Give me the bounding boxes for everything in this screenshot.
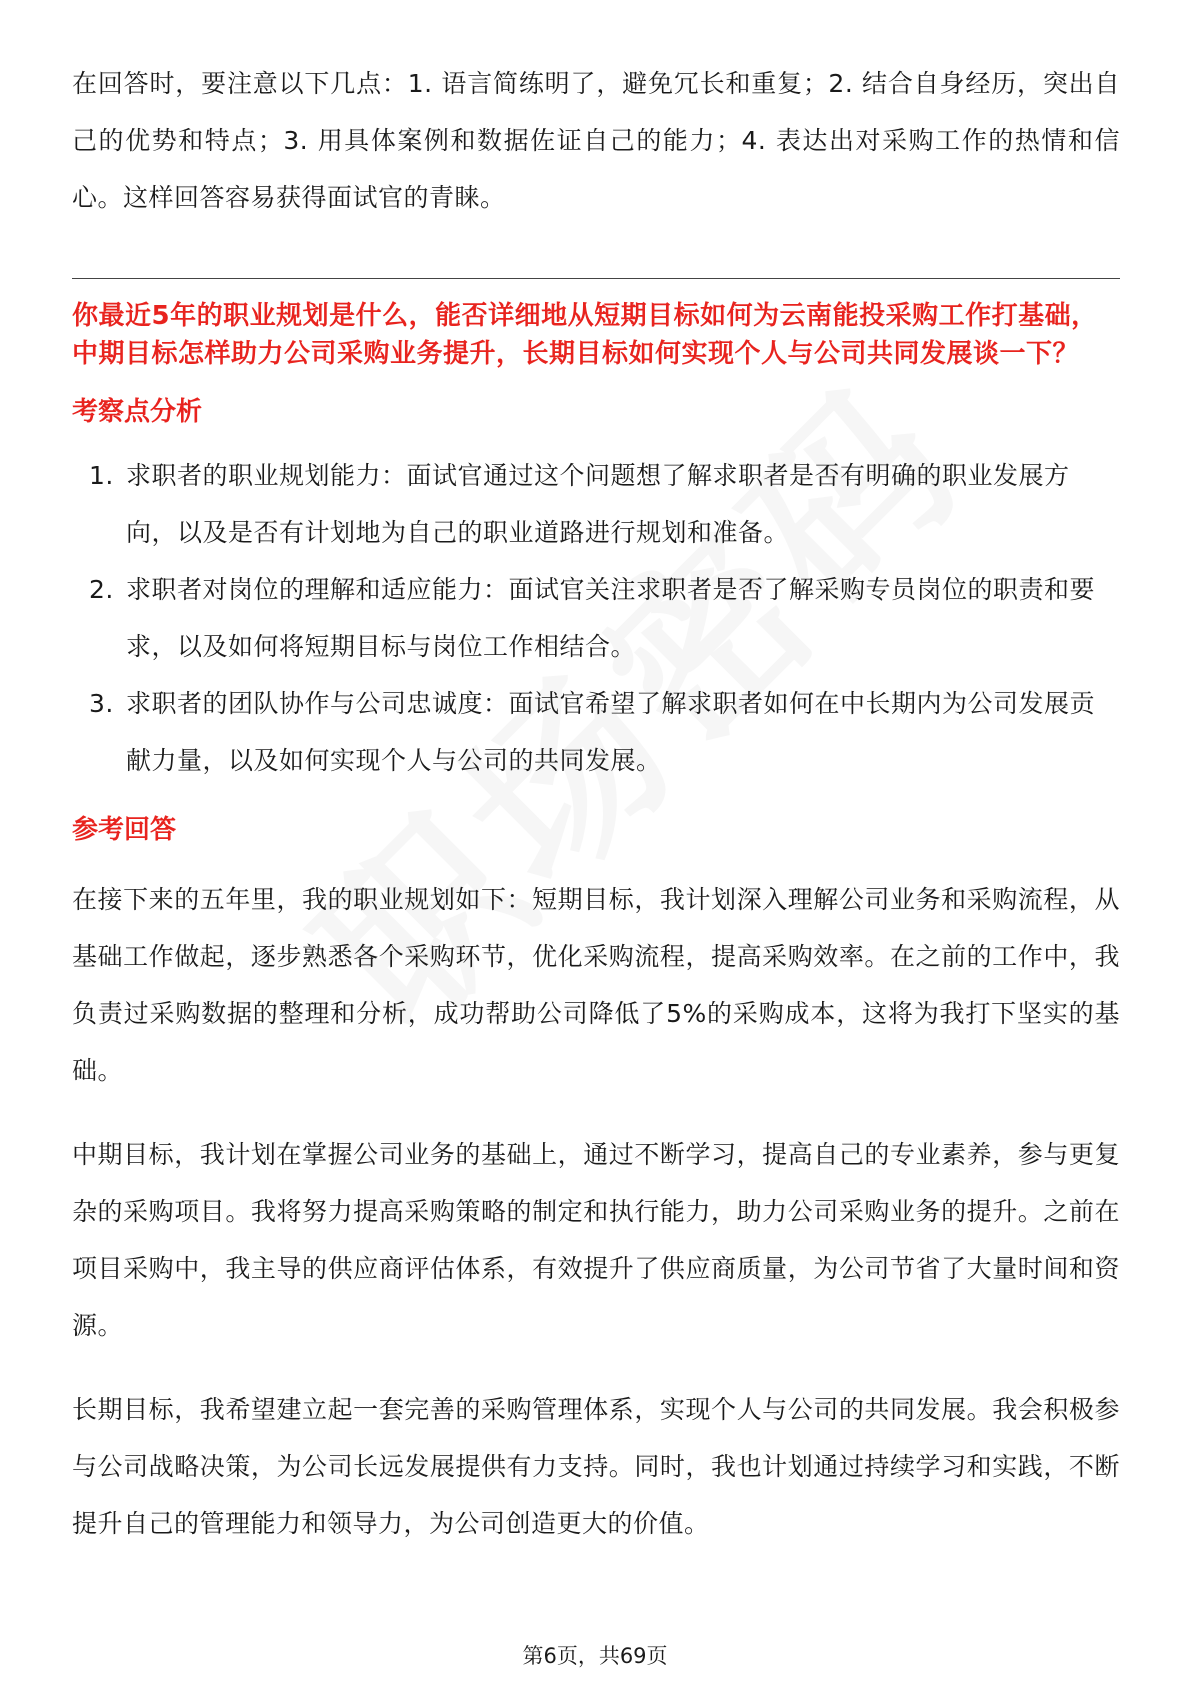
- analysis-item-number: 3.: [89, 689, 114, 718]
- analysis-item: [72, 675, 1120, 789]
- section-divider: [72, 278, 1120, 279]
- answer-paragraph-mid-term: 中期目标，我计划在掌握公司业务的基础上，通过不断学习，提高自己的专业素养，参与更复杂的采购项目。我将努力提高采购策略的制定和执行能力，助力公司采购业务的提升。之前在项目采购中，我主导的供应商评估体系，有效提升了供应商质量，为公司节省了大量时间和资源。: [72, 1140, 1120, 1340]
- analysis-item: [72, 561, 1120, 675]
- analysis-item-text: 求职者的职业规划能力：面试官通过这个问题想了解求职者是否有明确的职业发展方向，以及是否有计划地为自己的职业道路进行规划和准备。: [126, 461, 1070, 547]
- analysis-item-number: 1.: [89, 461, 114, 490]
- intro-paragraph: 在回答时，要注意以下几点：1. 语言简练明了，避免冗长和重复；2. 结合自身经历，突出自己的优势和特点；3. 用具体案例和数据佐证自己的能力；4. 表达出对采购工作的热情和信心。这样回答容易获得面试官的青睐。: [72, 69, 1120, 212]
- answer-heading: 参考回答: [72, 815, 177, 845]
- analysis-item: [72, 447, 1120, 561]
- analysis-item-number: 2.: [89, 575, 114, 604]
- analysis-heading: 考察点分析: [72, 397, 203, 427]
- analysis-item-text: 求职者的团队协作与公司忠诚度：面试官希望了解求职者如何在中长期内为公司发展贡献力量，以及如何实现个人与公司的共同发展。: [126, 689, 1096, 775]
- page-number-footer: 第6页，共69页: [522, 1644, 668, 1668]
- analysis-item-text: 求职者对岗位的理解和适应能力：面试官关注求职者是否了解采购专员岗位的职责和要求，以及如何将短期目标与岗位工作相结合。: [126, 575, 1096, 661]
- interview-question: 你最近5年的职业规划是什么，能否详细地从短期目标如何为云南能投采购工作打基础，中期目标怎样助力公司采购业务提升，长期目标如何实现个人与公司共同发展谈一下？: [72, 301, 1098, 369]
- page-content: [72, 55, 1120, 1552]
- answer-paragraph-long-term: 长期目标，我希望建立起一套完善的采购管理体系，实现个人与公司的共同发展。我会积极参与公司战略决策，为公司长远发展提供有力支持。同时，我也计划通过持续学习和实践，不断提升自己的管理能力和领导力，为公司创造更大的价值。: [72, 1395, 1120, 1538]
- analysis-list: [72, 447, 1120, 789]
- answer-paragraph-short-term: 在接下来的五年里，我的职业规划如下：短期目标，我计划深入理解公司业务和采购流程，从基础工作做起，逐步熟悉各个采购环节，优化采购流程，提高采购效率。在之前的工作中，我负责过采购数据的整理和分析，成功帮助公司降低了5%的采购成本，这将为我打下坚实的基础。: [72, 885, 1120, 1085]
